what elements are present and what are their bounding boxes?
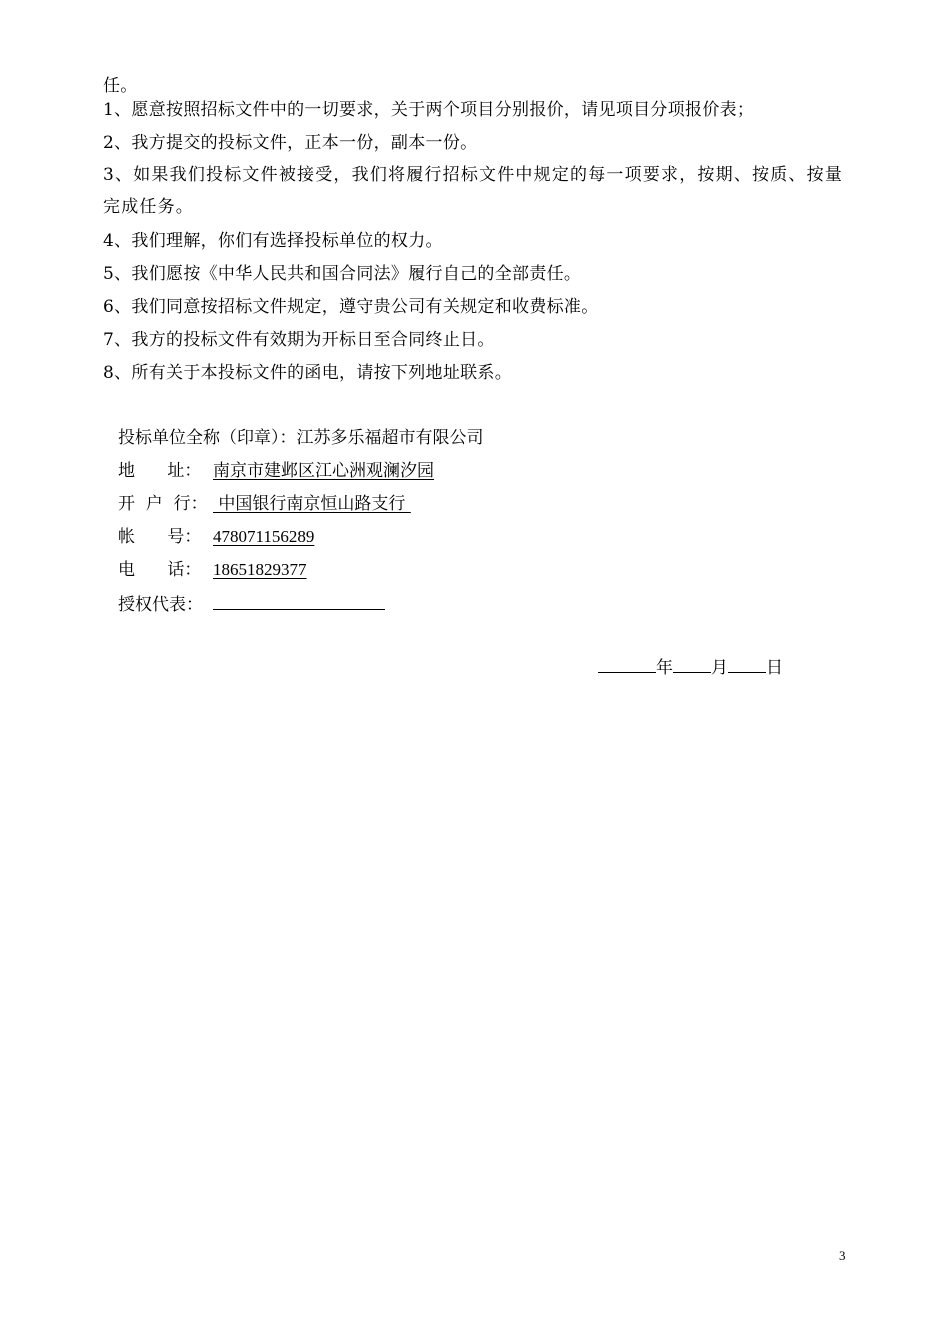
bidder-name-label: 投标单位全称（印章）： [118, 428, 297, 448]
clause-1: 1、愿意按照招标文件中的一切要求，关于两个项目分别报价，请见项目分项报价表； [103, 100, 755, 120]
address-value: 南京市建邺区江心洲观澜汐园 [213, 461, 434, 481]
clause-2: 2、我方提交的投标文件，正本一份，副本一份。 [103, 133, 478, 153]
month-blank [673, 656, 711, 673]
phone-value: 18651829377 [213, 560, 307, 579]
month-label: 月 [711, 658, 728, 678]
authorized-rep-row [118, 593, 385, 615]
bank-label: 开 户 行： [118, 494, 208, 514]
day-label: 日 [766, 658, 783, 678]
authorized-rep-signature-line [213, 593, 385, 610]
date-line [598, 656, 783, 678]
account-label: 帐 号： [118, 527, 202, 547]
bidder-name-row [118, 428, 484, 448]
bidder-name-value: 江苏多乐福超市有限公司 [296, 428, 484, 448]
clause-3: 3、如果我们投标文件被接受，我们将履行招标文件中规定的每一项要求，按期、按质、按量完成任务。 [103, 165, 844, 217]
carryover-text: 任。 [103, 76, 138, 96]
account-row [118, 527, 314, 547]
day-blank [728, 656, 766, 673]
clause-6: 6、我们同意按招标文件规定，遵守贵公司有关规定和收费标准。 [103, 297, 599, 317]
account-value: 478071156289 [213, 527, 315, 546]
phone-label: 电 话： [118, 560, 202, 580]
address-row [118, 461, 434, 481]
clause-8: 8、所有关于本投标文件的函电，请按下列地址联系。 [103, 363, 513, 383]
year-label: 年 [656, 658, 673, 678]
clause-7: 7、我方的投标文件有效期为开标日至合同终止日。 [103, 330, 495, 350]
clause-5: 5、我们愿按《中华人民共和国合同法》履行自己的全部责任。 [103, 264, 582, 284]
authorized-rep-label: 授权代表： [118, 595, 203, 615]
phone-row [118, 560, 307, 580]
address-label: 地 址： [118, 461, 202, 481]
page-number: 3 [839, 1248, 846, 1263]
bank-value: 中国银行南京恒山路支行 [213, 494, 411, 514]
year-blank [598, 656, 656, 673]
bank-row [118, 494, 411, 514]
clause-4: 4、我们理解，你们有选择投标单位的权力。 [103, 231, 443, 251]
